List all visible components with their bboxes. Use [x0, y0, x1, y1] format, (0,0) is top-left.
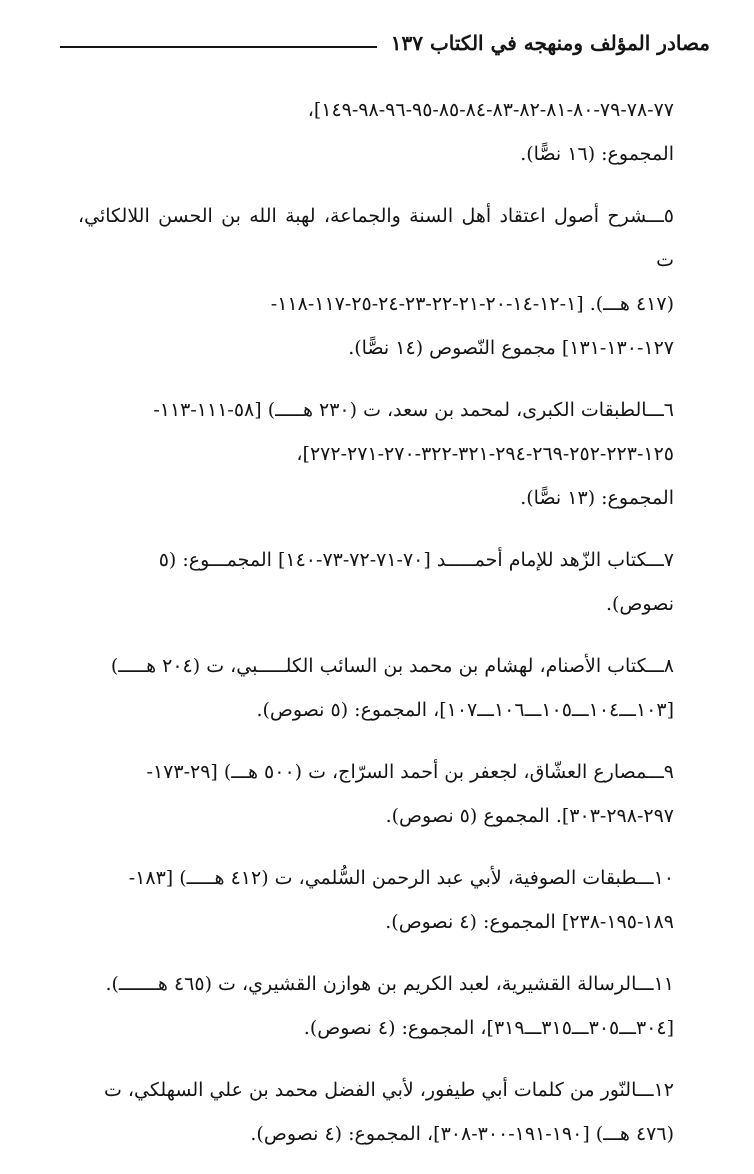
entry-line: ١٢٥-٢٢٣-٢٥٢-٢٦٩-٢٩٤-٣٢١-٣٢٢-٢٧٠-٢٧١-٢٧٢]،	[296, 443, 674, 465]
entry-line: المجموع: (١٣ نصًّا).	[520, 487, 674, 509]
source-entry-12	[78, 1068, 674, 1156]
entry-line: ٧ـــكتاب الزّهد للإمام أحمـــــد [٧٠-٧١-٧٢-٧٣-١٤٠] المجمـــوع: (٥	[158, 549, 674, 571]
source-entry-7	[78, 538, 674, 626]
entry-line: ٩ـــمصارع العشّاق، لجعفر بن أحمد السرّاج، ت (٥٠٠ هـــ) [٢٩-١٧٣-	[146, 761, 674, 783]
source-entry-10	[78, 856, 674, 944]
source-entry-4-continuation	[78, 88, 674, 176]
entry-line: ٧٧-٧٨-٧٩-٨٠-٨١-٨٢-٨٣-٨٤-٨٥-٩٥-٩٦-٩٨-١٤٩]،	[307, 99, 674, 121]
entry-line: ١٠ـــطبقات الصوفية، لأبي عبد الرحمن السُّلمي، ت (٤١٢ هـــــ) [١٨٣-	[128, 867, 674, 889]
entry-line: (٤١٧ هـــ). [١-١٢-١٤-٢٠-٢١-٢٢-٢٣-٢٤-٢٥-١١٧-١١٨-	[270, 293, 674, 315]
entry-line: ١٢ـــالنّور من كلمات أبي طيفور، لأبي الفضل محمد بن علي السهلكي، ت	[103, 1079, 674, 1101]
entry-line: ٥ـــشرح أصول اعتقاد أهل السنة والجماعة، لهبة الله بن الحسن اللالكائي، ت	[78, 205, 674, 271]
source-entry-9	[78, 750, 674, 838]
entry-line: المجموع: (١٦ نصًّا).	[520, 143, 674, 165]
entry-line: ١٨٩-١٩٥-٢٣٨] المجموع: (٤ نصوص).	[385, 911, 674, 933]
running-header	[60, 28, 710, 58]
entry-line: نصوص).	[605, 593, 674, 615]
running-head-rule	[60, 46, 377, 48]
running-head-title: مصادر المؤلف ومنهجه في الكتاب ١٣٧	[390, 31, 710, 55]
entry-line: [١٠٣ـــ١٠٤ـــ١٠٥ـــ١٠٦ـــ١٠٧]، المجموع: (٥ نصوص).	[256, 699, 674, 721]
entry-line: ١١ـــالرسالة القشيرية، لعبد الكريم بن هوازن القشيري، ت (٤٦٥ هـــــــ).	[105, 973, 674, 995]
source-entry-5	[78, 194, 674, 370]
entry-line: ٨ـــكتاب الأصنام، لهشام بن محمد بن السائب الكلـــــبي، ت (٢٠٤ هـــــ)	[110, 655, 674, 677]
sources-list	[78, 88, 674, 1174]
entry-line: (٤٧٦ هـــ) [١٩٠-١٩١-٣٠٠-٣٠٨]، المجموع: (٤ نصوص).	[250, 1123, 674, 1145]
source-entry-6	[78, 388, 674, 520]
entry-line: ٢٩٧-٢٩٨-٣٠٣]. المجموع (٥ نصوص).	[385, 805, 674, 827]
entry-line: [٣٠٤ـــ٣٠٥ـــ٣١٥ـــ٣١٩]، المجموع: (٤ نصوص).	[303, 1017, 674, 1039]
entry-line: ١٢٧-١٣٠-١٣١] مجموع النّصوص (١٤ نصًّا).	[348, 337, 674, 359]
source-entry-8	[78, 644, 674, 732]
entry-line: ٦ـــالطبقات الكبرى، لمحمد بن سعد، ت (٢٣٠ هـــــ) [٥٨-١١١-١١٣-	[153, 399, 674, 421]
source-entry-11	[78, 962, 674, 1050]
